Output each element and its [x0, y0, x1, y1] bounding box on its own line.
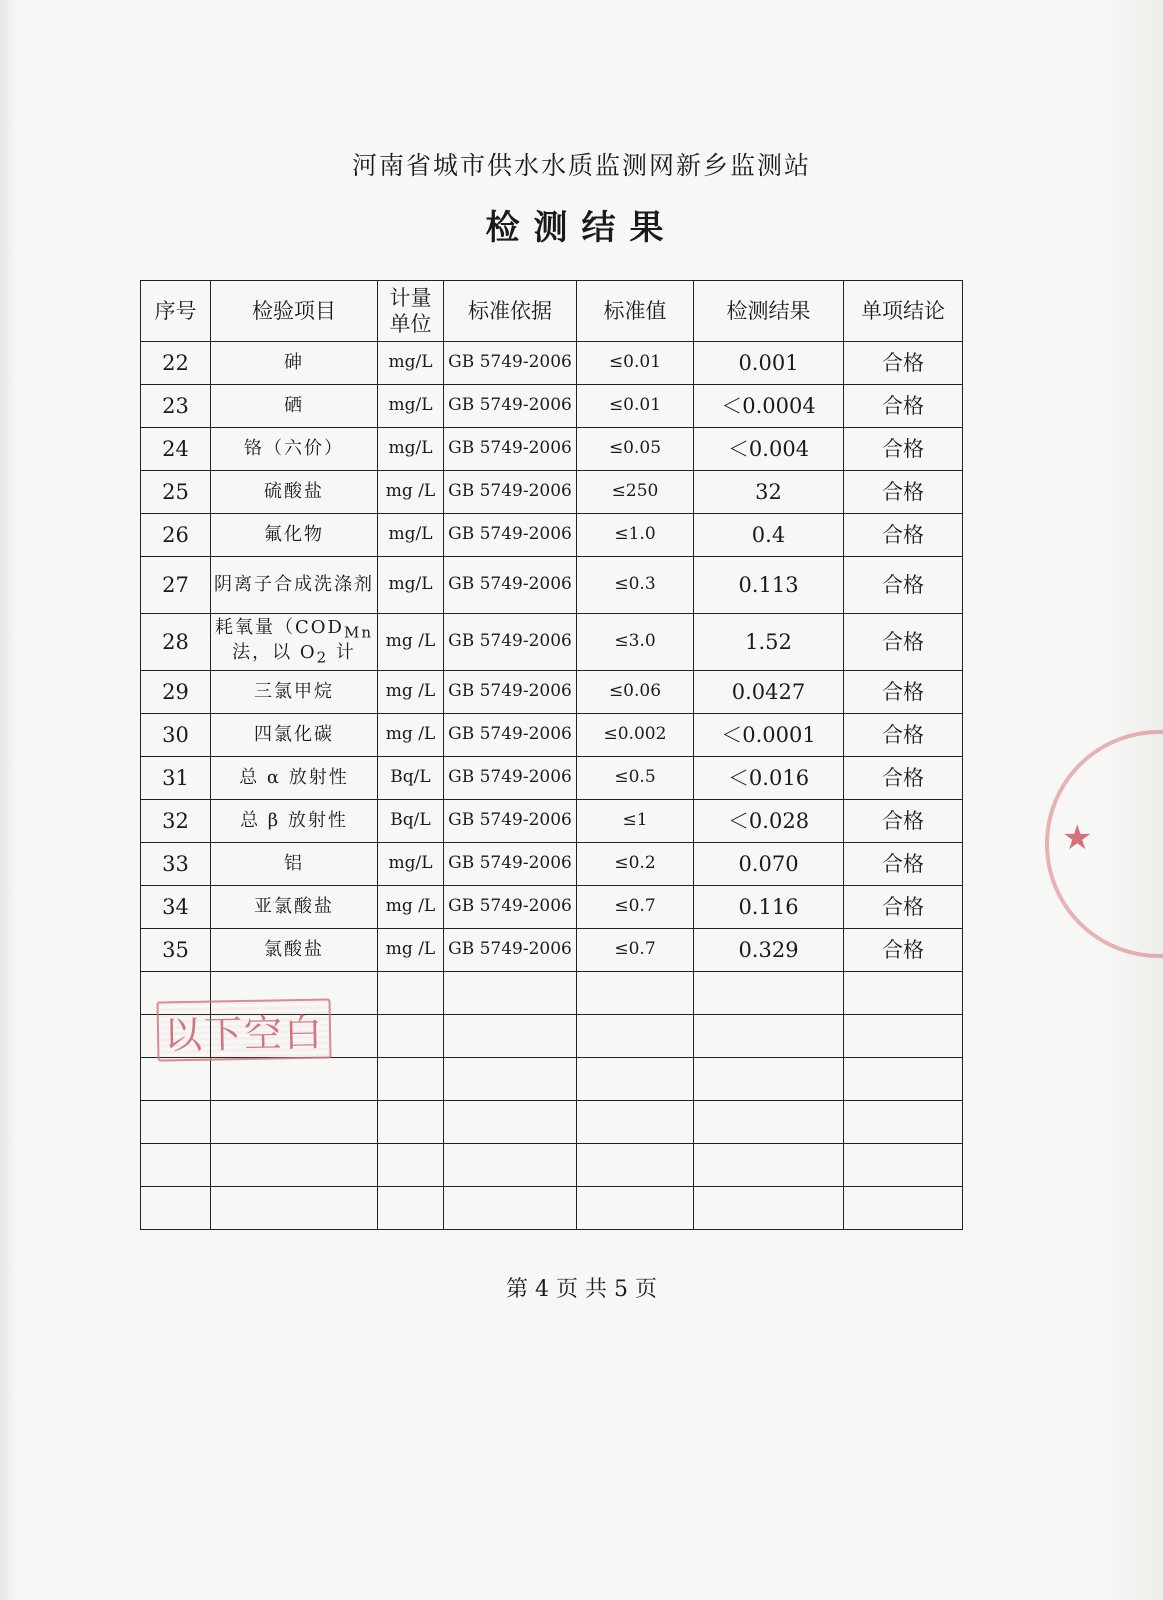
- seal-star-icon: ★: [1062, 818, 1093, 858]
- cell-unit: mg /L: [378, 714, 444, 757]
- cell-standard: GB 5749-2006: [444, 757, 577, 800]
- cell-limit: ≤0.3: [577, 557, 694, 614]
- header-limit: 标准值: [577, 281, 694, 342]
- cell-no: 25: [141, 471, 211, 514]
- cell-conclusion: 合格: [844, 843, 963, 886]
- cell-standard: GB 5749-2006: [444, 514, 577, 557]
- cell-result: 32: [694, 471, 844, 514]
- table-row: [141, 514, 963, 557]
- cell-standard: GB 5749-2006: [444, 557, 577, 614]
- table-header-row: [141, 281, 963, 342]
- item-text: 耗氧量（COD: [215, 616, 344, 638]
- table-row: [141, 843, 963, 886]
- cell-result: 0.116: [694, 886, 844, 929]
- blank-row: [141, 1144, 963, 1187]
- cell-no: 34: [141, 886, 211, 929]
- cell-limit: ≤0.01: [577, 342, 694, 385]
- table-row: [141, 614, 963, 671]
- header-result: 检测结果: [694, 281, 844, 342]
- cell-standard: GB 5749-2006: [444, 428, 577, 471]
- cell-unit: mg/L: [378, 514, 444, 557]
- cell-no: 26: [141, 514, 211, 557]
- cell-conclusion: 合格: [844, 714, 963, 757]
- table-row: [141, 929, 963, 972]
- cell-item: 亚氯酸盐: [211, 886, 378, 929]
- cell-standard: GB 5749-2006: [444, 614, 577, 671]
- cell-conclusion: 合格: [844, 886, 963, 929]
- cell-conclusion: 合格: [844, 614, 963, 671]
- cell-item: [211, 614, 378, 671]
- results-table: [140, 280, 963, 1230]
- table-row: [141, 886, 963, 929]
- cell-unit: mg /L: [378, 929, 444, 972]
- header-item: 检验项目: [211, 281, 378, 342]
- blank-row: [141, 1101, 963, 1144]
- cell-unit: mg/L: [378, 557, 444, 614]
- header-no: 序号: [141, 281, 211, 342]
- header-unit: [378, 281, 444, 342]
- table-row: [141, 428, 963, 471]
- cell-limit: ≤0.2: [577, 843, 694, 886]
- cell-unit: mg/L: [378, 843, 444, 886]
- cell-result: ＜0.0001: [694, 714, 844, 757]
- table-row: [141, 800, 963, 843]
- cell-item: 铝: [211, 843, 378, 886]
- cell-no: 33: [141, 843, 211, 886]
- cell-standard: GB 5749-2006: [444, 342, 577, 385]
- cell-conclusion: 合格: [844, 342, 963, 385]
- cell-item: 硫酸盐: [211, 471, 378, 514]
- cell-unit: mg/L: [378, 342, 444, 385]
- cell-limit: ≤0.06: [577, 671, 694, 714]
- table-row: [141, 385, 963, 428]
- page-number: 第 4 页 共 5 页: [506, 1277, 657, 1302]
- cell-conclusion: 合格: [844, 385, 963, 428]
- cell-no: 31: [141, 757, 211, 800]
- cell-unit: Bq/L: [378, 757, 444, 800]
- cell-result: 0.113: [694, 557, 844, 614]
- cell-result: ＜0.028: [694, 800, 844, 843]
- cell-conclusion: 合格: [844, 557, 963, 614]
- table-row: [141, 471, 963, 514]
- cell-result: 0.4: [694, 514, 844, 557]
- document-title: 检测结果: [485, 208, 678, 248]
- cell-no: 22: [141, 342, 211, 385]
- cell-conclusion: 合格: [844, 671, 963, 714]
- cell-conclusion: 合格: [844, 757, 963, 800]
- cell-conclusion: 合格: [844, 929, 963, 972]
- cell-limit: ≤250: [577, 471, 694, 514]
- cell-result: 0.070: [694, 843, 844, 886]
- item-text: 法，以 O: [232, 642, 317, 663]
- header-unit-line1: 计量: [389, 285, 432, 310]
- cell-item: 四氯化碳: [211, 714, 378, 757]
- cell-conclusion: 合格: [844, 800, 963, 843]
- blank-below-stamp: 以下空白: [156, 998, 331, 1061]
- cell-item: 硒: [211, 385, 378, 428]
- cell-result: 0.001: [694, 342, 844, 385]
- cell-item: 砷: [211, 342, 378, 385]
- cell-item: 氟化物: [211, 514, 378, 557]
- item-subscript: 2: [316, 648, 329, 667]
- cell-unit: mg/L: [378, 428, 444, 471]
- cell-result: ＜0.016: [694, 757, 844, 800]
- cell-limit: ≤0.7: [577, 886, 694, 929]
- cell-item: 总 β 放射性: [211, 800, 378, 843]
- item-text: 计: [328, 642, 356, 663]
- cell-item: 阴离子合成洗涤剂: [211, 557, 378, 614]
- organization-title: 河南省城市供水水质监测网新乡监测站: [351, 151, 811, 180]
- cell-limit: ≤0.002: [577, 714, 694, 757]
- item-subscript: Mn: [343, 623, 373, 642]
- cell-result: ＜0.0004: [694, 385, 844, 428]
- cell-unit: mg /L: [378, 671, 444, 714]
- cell-standard: GB 5749-2006: [444, 843, 577, 886]
- cell-conclusion: 合格: [844, 471, 963, 514]
- cell-unit: mg /L: [378, 886, 444, 929]
- cell-limit: ≤1.0: [577, 514, 694, 557]
- cell-no: 27: [141, 557, 211, 614]
- cell-standard: GB 5749-2006: [444, 800, 577, 843]
- cell-item: 三氯甲烷: [211, 671, 378, 714]
- blank-row: [141, 1058, 963, 1101]
- cell-conclusion: 合格: [844, 514, 963, 557]
- cell-unit: mg /L: [378, 614, 444, 671]
- cell-no: 29: [141, 671, 211, 714]
- cell-standard: GB 5749-2006: [444, 929, 577, 972]
- cell-no: 28: [141, 614, 211, 671]
- table-row: [141, 557, 963, 614]
- cell-limit: ≤0.5: [577, 757, 694, 800]
- cell-limit: ≤1: [577, 800, 694, 843]
- blank-row: [141, 1187, 963, 1230]
- cell-no: 24: [141, 428, 211, 471]
- table-row: [141, 714, 963, 757]
- cell-no: 35: [141, 929, 211, 972]
- cell-no: 30: [141, 714, 211, 757]
- header-unit-line2: 单位: [389, 312, 432, 336]
- cell-standard: GB 5749-2006: [444, 671, 577, 714]
- cell-standard: GB 5749-2006: [444, 714, 577, 757]
- cell-unit: mg/L: [378, 385, 444, 428]
- cell-item: 铬（六价）: [211, 428, 378, 471]
- cell-no: 23: [141, 385, 211, 428]
- cell-standard: GB 5749-2006: [444, 385, 577, 428]
- cell-result: 1.52: [694, 614, 844, 671]
- cell-result: ＜0.004: [694, 428, 844, 471]
- cell-limit: ≤0.01: [577, 385, 694, 428]
- cell-limit: ≤0.7: [577, 929, 694, 972]
- cell-limit: ≤3.0: [577, 614, 694, 671]
- cell-item: 氯酸盐: [211, 929, 378, 972]
- cell-conclusion: 合格: [844, 428, 963, 471]
- table-row: [141, 671, 963, 714]
- header-conclusion: 单项结论: [844, 281, 963, 342]
- cell-unit: Bq/L: [378, 800, 444, 843]
- cell-item: 总 α 放射性: [211, 757, 378, 800]
- cell-unit: mg /L: [378, 471, 444, 514]
- cell-standard: GB 5749-2006: [444, 471, 577, 514]
- cell-standard: GB 5749-2006: [444, 886, 577, 929]
- header-standard: 标准依据: [444, 281, 577, 342]
- table-row: [141, 757, 963, 800]
- cell-no: 32: [141, 800, 211, 843]
- table-row: [141, 342, 963, 385]
- cell-result: 0.329: [694, 929, 844, 972]
- cell-limit: ≤0.05: [577, 428, 694, 471]
- cell-result: 0.0427: [694, 671, 844, 714]
